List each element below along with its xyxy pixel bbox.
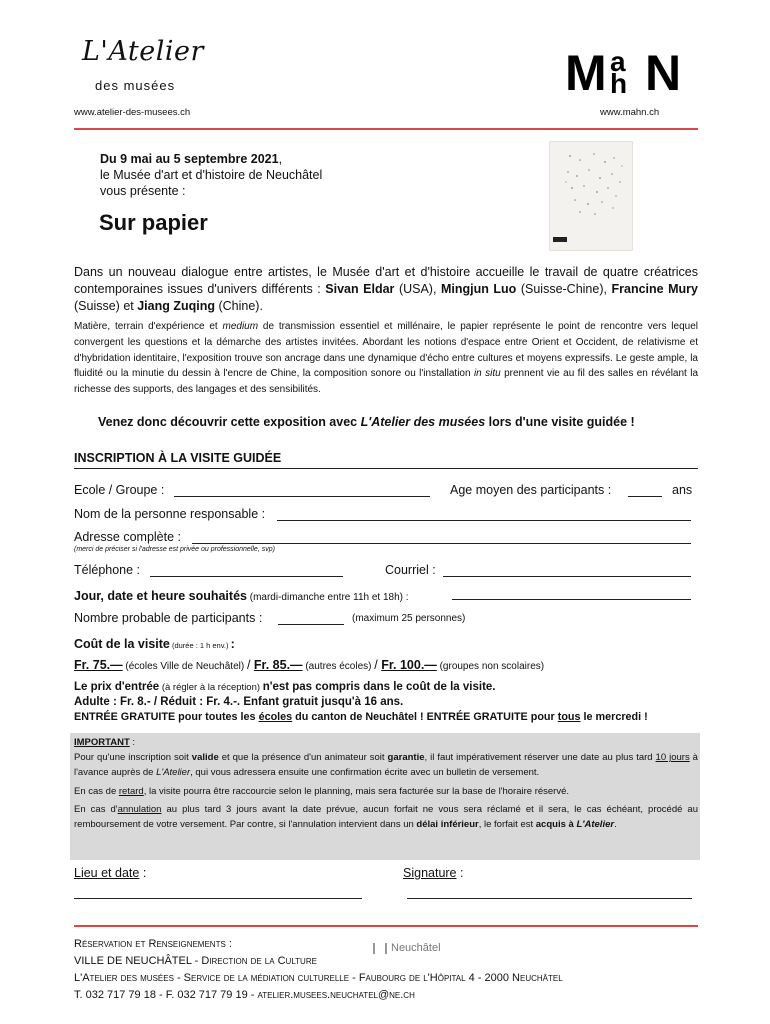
important-text: . bbox=[614, 819, 617, 831]
telephone-label: Téléphone : bbox=[74, 563, 141, 577]
price-3: Fr. 100.— bbox=[381, 658, 437, 672]
footer-line-1: Réservation et Renseignements : bbox=[74, 938, 232, 950]
form-heading: INSCRIPTION À LA VISITE GUIDÉE bbox=[74, 451, 282, 465]
form-heading-rule bbox=[74, 468, 698, 469]
important-retard: retard bbox=[118, 785, 144, 797]
important-p1 bbox=[74, 750, 698, 780]
mahn-url[interactable]: www.mahn.ch bbox=[600, 107, 660, 118]
body-paragraph-2 bbox=[74, 319, 698, 398]
footer-rule bbox=[74, 925, 698, 927]
important-delai: délai inférieur bbox=[416, 819, 479, 831]
telephone-field[interactable] bbox=[150, 576, 343, 577]
city-logo-icon bbox=[373, 943, 387, 954]
exhibition-dates: Du 9 mai au 5 septembre 2021 bbox=[100, 152, 279, 166]
p2-medium: medium bbox=[222, 321, 259, 332]
important-text: , le forfait est bbox=[478, 819, 536, 831]
atelier-url[interactable]: www.atelier-des-musees.ch bbox=[74, 107, 191, 118]
cta-text: lors d'une visite guidée ! bbox=[485, 415, 635, 429]
signature-field[interactable] bbox=[407, 898, 692, 899]
cta-atelier: L'Atelier des musées bbox=[360, 415, 486, 429]
svg-text:N: N bbox=[645, 45, 682, 95]
courriel-label: Courriel : bbox=[385, 563, 436, 577]
svg-text:M: M bbox=[565, 45, 607, 95]
important-text: au plus tard 3 jours avant la date prévue, aucun forfait ne vous sera réclamé et il sera, le cas échéant, procédé au remboursement de votre versement. Par contre, si l'annulation intervient dans un bbox=[74, 803, 698, 831]
important-text: En cas de bbox=[74, 785, 119, 797]
intro-line-3: vous présente : bbox=[100, 184, 186, 198]
important-text: , qui vous adressera ensuite une confirmation écrite avec un bulletin de versement. bbox=[190, 767, 540, 779]
footer-line-4 bbox=[74, 987, 704, 1004]
entree-note: (à régler à la réception) bbox=[159, 682, 263, 693]
jour-field[interactable] bbox=[452, 599, 691, 600]
adresse-note: (merci de préciser si l'adresse est privée ou professionnelle, svp) bbox=[74, 546, 275, 553]
intro-line-2: le Musée d'art et d'histoire de Neuchâtel bbox=[100, 168, 323, 182]
lieu-colon: : bbox=[139, 866, 147, 880]
p2-text: de transmission essentiel et millénaire, le papier représente le point de rencontre vers lequel convergent les questions et la démarche des artistes invitées. Abordant les notions d'espace entre Orient et Occident, de relativisme et d'hybridation identitaire, l'exposition trouve son ancrage dans une dynamique d'écho entre cultures et moyens expressifs. Le geste ample, la fluidité ou la minutie du dessin à l'encre de Chine, la composition sonore ou l'installation bbox=[74, 321, 698, 380]
p2-text: prennent vie au fil des salles en révélant la richesse des supports, des langages et des sensibilités. bbox=[74, 368, 698, 396]
jour-note: (mardi-dimanche entre 11h et 18h) : bbox=[246, 592, 409, 603]
artist-name: Jiang Zuqing bbox=[137, 299, 215, 313]
svg-text:h: h bbox=[610, 68, 628, 95]
call-to-action bbox=[98, 415, 635, 429]
gratuit-text: du canton de Neuchâtel ! ENTRÉE GRATUITE pour bbox=[292, 711, 558, 723]
intro-block bbox=[100, 151, 520, 199]
nombre-field[interactable] bbox=[278, 624, 344, 625]
adresse-label: Adresse complète : bbox=[74, 530, 181, 544]
ecole-label: Ecole / Groupe : bbox=[74, 483, 165, 497]
important-jours: 10 jours bbox=[655, 752, 690, 764]
prices-row bbox=[74, 656, 544, 674]
gratuit-line bbox=[74, 710, 704, 725]
artist-country: (Suisse) et bbox=[74, 299, 138, 313]
atelier-logo-subtitle: des musées bbox=[95, 78, 176, 93]
important-garantie: garantie bbox=[387, 752, 425, 764]
jour-row bbox=[74, 587, 409, 605]
footer-direction: Direction de la Culture bbox=[201, 955, 317, 967]
important-acquis: acquis à bbox=[535, 819, 577, 831]
gratuit-text: le mercredi ! bbox=[580, 711, 648, 723]
price-2-note: (autres écoles) bbox=[302, 661, 375, 672]
atelier-logo-script: L'Atelier bbox=[82, 36, 204, 67]
artist-name: Francine Mury bbox=[611, 282, 698, 296]
age-unit: ans bbox=[672, 483, 693, 497]
entree-label: Le prix d'entrée bbox=[74, 681, 160, 693]
signature-label bbox=[403, 866, 463, 880]
exhibition-title: Sur papier bbox=[99, 210, 208, 235]
footer-line-3: L'Atelier des musées - Service de la médiation culturelle - Faubourg de l'Hôpital 4 - 2000 Neuchâtel bbox=[74, 972, 563, 984]
city-logo-text: Neuchâtel bbox=[391, 942, 441, 954]
important-text: , la visite pourra être raccourcie selon le planning, mais sera facturée sur la base de l'horaire réservé. bbox=[143, 785, 570, 797]
dates-comma: , bbox=[278, 152, 283, 166]
gratuit-text: ENTRÉE GRATUITE pour toutes les bbox=[74, 711, 259, 723]
nombre-note: (maximum 25 personnes) bbox=[352, 613, 466, 624]
nombre-label: Nombre probable de participants : bbox=[74, 611, 263, 625]
body-paragraph-1 bbox=[74, 264, 698, 315]
cta-text: Venez donc découvrir cette exposition avec bbox=[98, 415, 361, 429]
lieu-date-field[interactable] bbox=[74, 898, 362, 899]
svg-text:a: a bbox=[610, 46, 626, 77]
p2-insitu: in situ bbox=[473, 368, 501, 380]
age-field[interactable] bbox=[628, 496, 662, 497]
nom-label: Nom de la personne responsable : bbox=[74, 507, 266, 521]
price-sep: / bbox=[374, 658, 382, 672]
important-title: IMPORTANT bbox=[74, 737, 130, 748]
jour-label: Jour, date et heure souhaités bbox=[74, 589, 247, 603]
cout-label: Coût de la visite bbox=[74, 637, 170, 651]
header-rule bbox=[74, 128, 698, 130]
adresse-field[interactable] bbox=[192, 543, 691, 544]
important-p3 bbox=[74, 802, 698, 832]
signature-text: Signature bbox=[403, 866, 457, 880]
important-annulation: annulation bbox=[117, 803, 162, 815]
adulte-prices: Adulte : Fr. 8.- / Réduit : Fr. 4.-. Enfant gratuit jusqu'à 16 ans. bbox=[74, 696, 404, 708]
important-p2 bbox=[74, 784, 698, 799]
important-content bbox=[74, 735, 698, 832]
important-valide: valide bbox=[191, 752, 219, 764]
age-label: Age moyen des participants : bbox=[450, 483, 612, 497]
p1-text: Dans un nouveau dialogue entre artistes, le Musée d'art et d'histoire accueille le travail de quatre créatrices contemporaines issues d'univers différents : bbox=[74, 265, 698, 296]
gratuit-ecoles: écoles bbox=[258, 711, 293, 723]
important-text: En cas d' bbox=[74, 803, 118, 815]
important-text: et que la présence d'un animateur soit bbox=[218, 752, 388, 764]
city-logo bbox=[373, 942, 441, 954]
footer-email[interactable]: atelier.musees.neuchatel@ne.ch bbox=[257, 989, 415, 1001]
lieu-date-label bbox=[74, 866, 146, 880]
important-text: à l'avance auprès de bbox=[74, 752, 698, 779]
important-text: , il faut impérativement réserver une date au plus tard bbox=[424, 752, 656, 764]
p2-text: Matière, terrain d'expérience et bbox=[74, 321, 223, 332]
important-colon: : bbox=[129, 737, 136, 748]
footer-line-2 bbox=[74, 953, 704, 970]
artist-country: (USA), bbox=[394, 282, 441, 296]
important-text: Pour qu'une inscription soit bbox=[74, 752, 192, 764]
important-atelier: L'Atelier bbox=[156, 767, 191, 779]
artist-country: (Chine). bbox=[215, 299, 263, 313]
ecole-field[interactable] bbox=[174, 496, 430, 497]
important-atelier: L'Atelier bbox=[576, 819, 615, 831]
cout-row bbox=[74, 635, 235, 653]
artist-country: (Suisse-Chine), bbox=[516, 282, 612, 296]
cout-colon: : bbox=[230, 637, 235, 651]
footer-ville: VILLE DE NEUCHÂTEL - bbox=[74, 955, 202, 967]
nom-field[interactable] bbox=[277, 520, 691, 521]
footer-phone: T. 032 717 79 18 - F. 032 717 79 19 - bbox=[74, 989, 258, 1001]
signature-colon: : bbox=[456, 866, 464, 880]
cout-note: (durée : 1 h env.) bbox=[169, 641, 231, 650]
price-1: Fr. 75.— bbox=[74, 658, 123, 672]
price-sep: / bbox=[246, 658, 254, 672]
entree-block bbox=[74, 680, 704, 725]
price-2: Fr. 85.— bbox=[253, 658, 303, 672]
price-1-note: (écoles Ville de Neuchâtel) bbox=[122, 661, 247, 672]
poster-thumbnail bbox=[549, 141, 633, 251]
atelier-logo bbox=[80, 36, 204, 98]
artist-name: Mingjun Luo bbox=[440, 282, 517, 296]
artist-name: Sivan Eldar bbox=[325, 282, 395, 296]
entree-text: n'est pas compris dans le coût de la visite. bbox=[262, 681, 496, 693]
courriel-field[interactable] bbox=[443, 576, 691, 577]
mahn-logo bbox=[565, 45, 690, 95]
lieu-text: Lieu et date bbox=[74, 866, 140, 880]
price-3-note: (groupes non scolaires) bbox=[436, 661, 545, 672]
gratuit-tous: tous bbox=[557, 711, 581, 723]
